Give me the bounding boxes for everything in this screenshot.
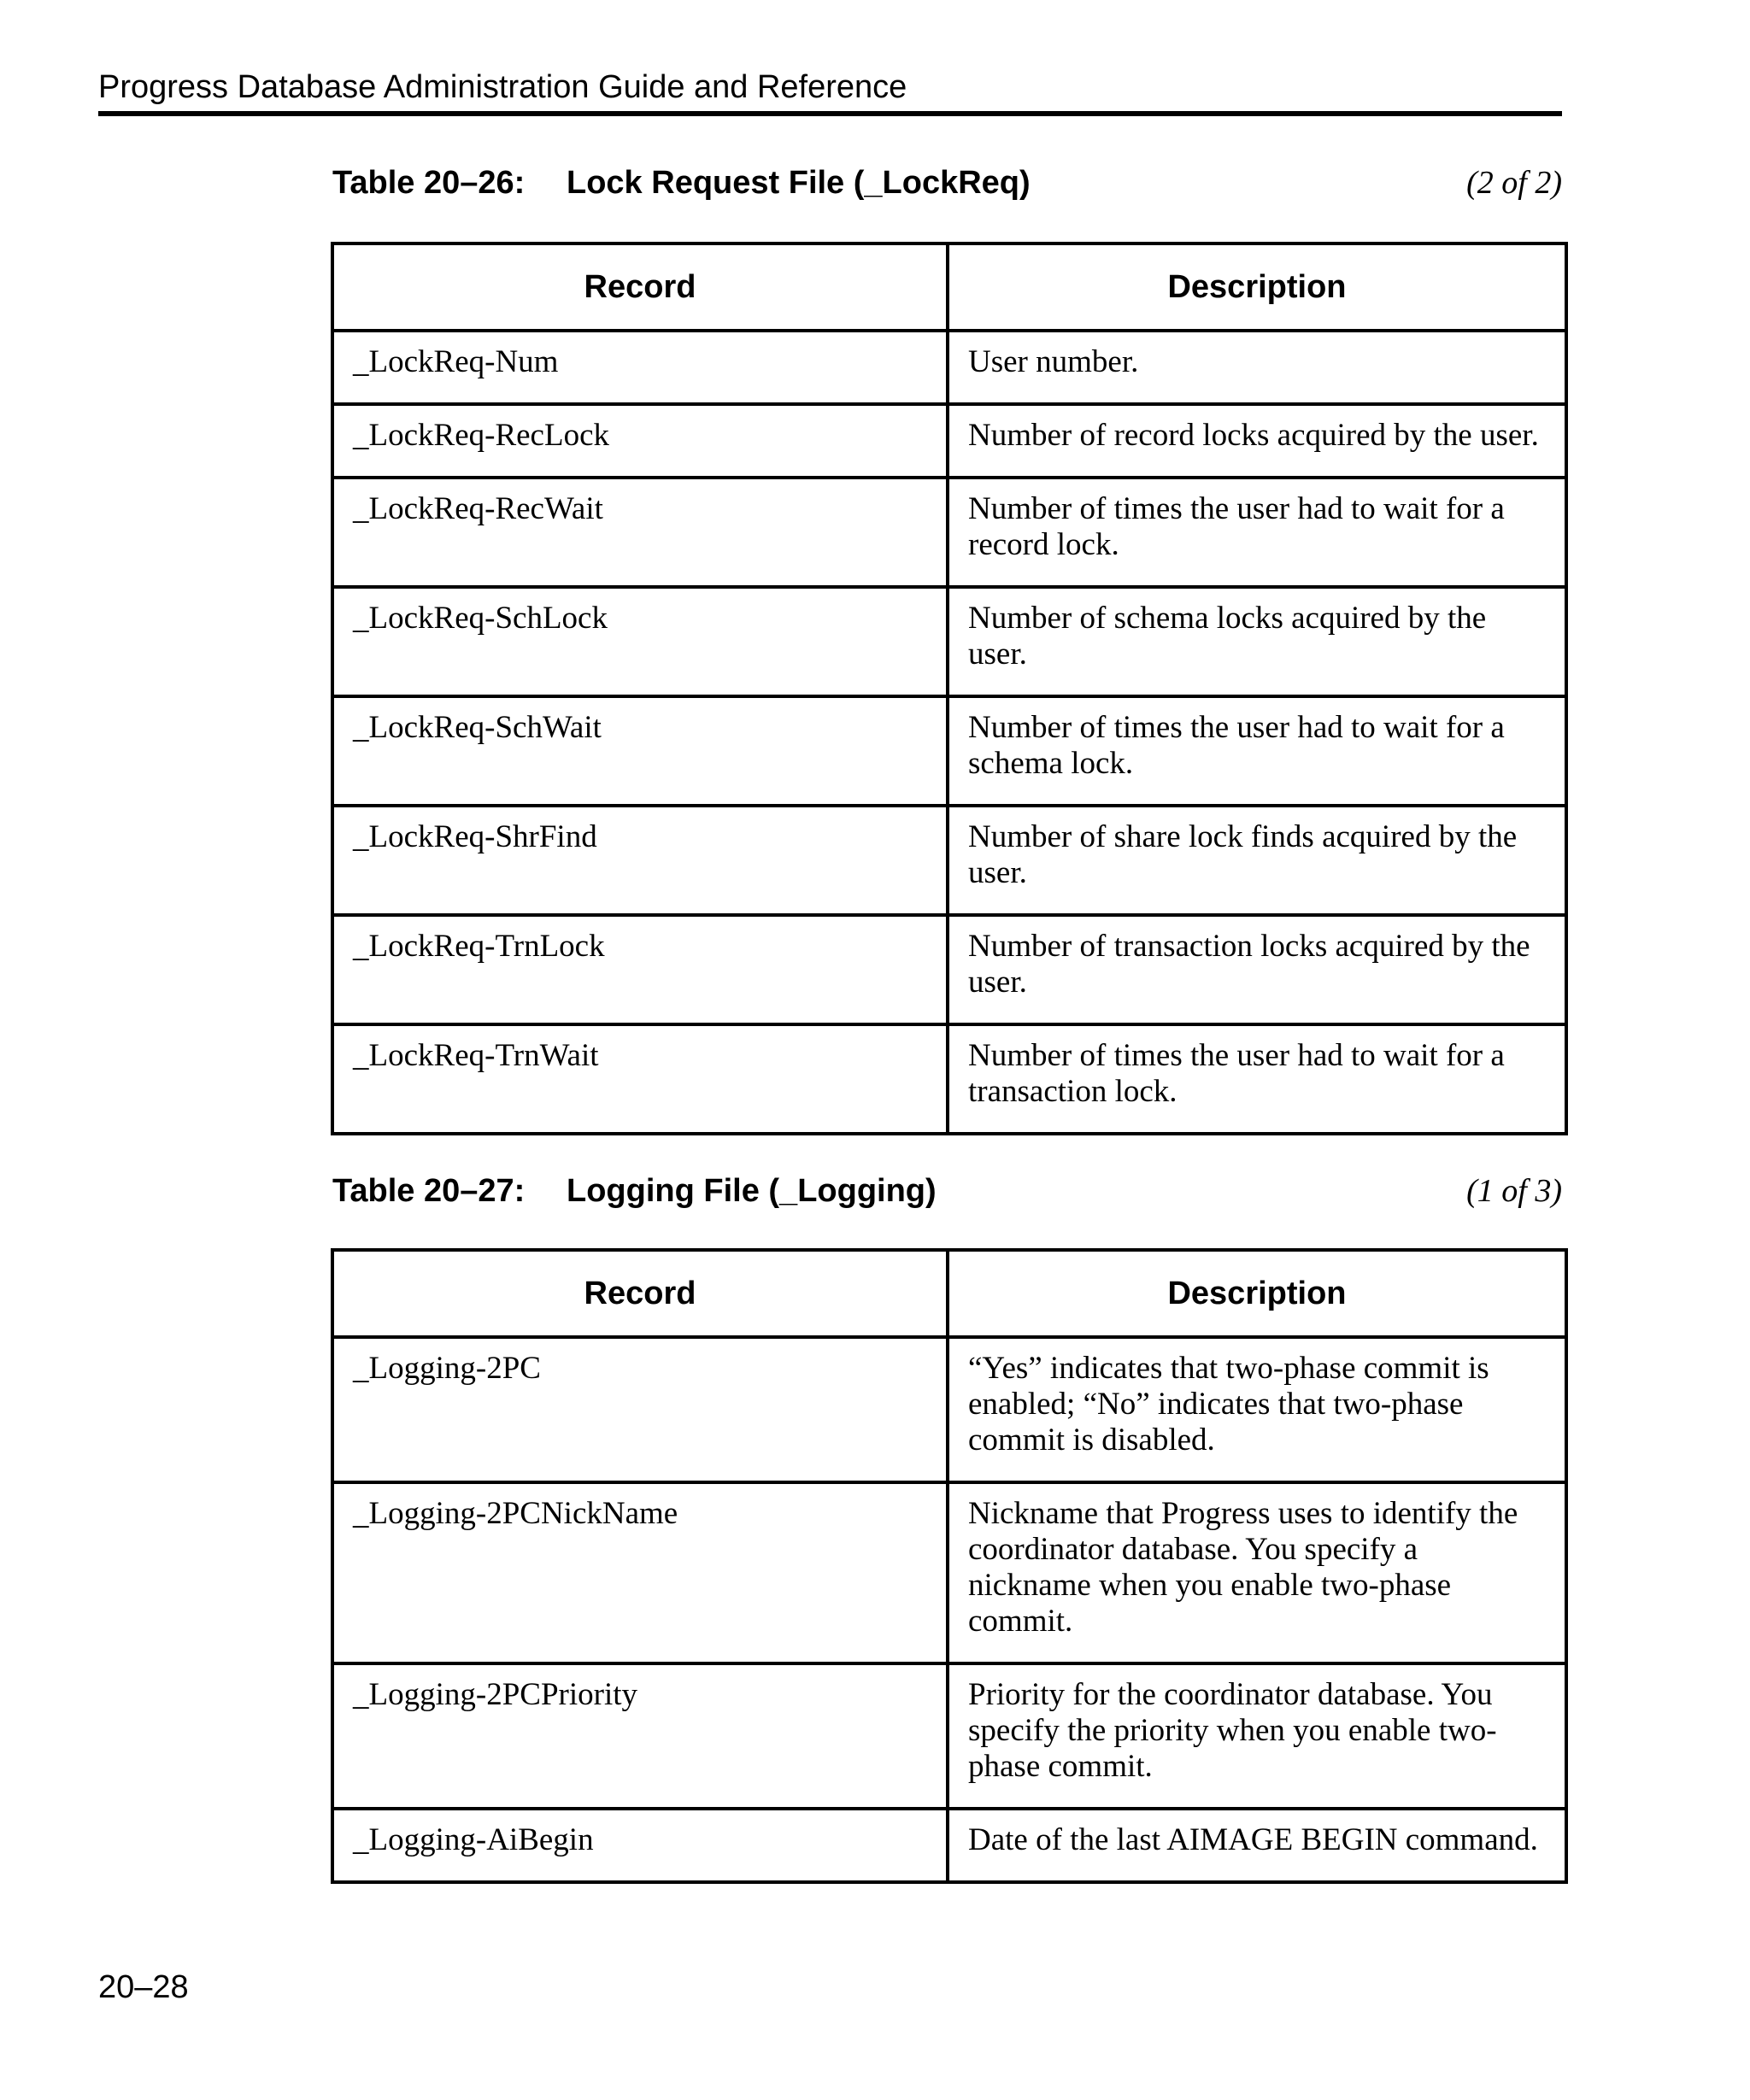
column-header-description: Description (948, 1250, 1566, 1337)
table-caption-lockreq (332, 161, 1562, 205)
table-row (332, 404, 1566, 478)
record-cell: _Logging-2PCPriority (332, 1663, 948, 1809)
record-cell: _LockReq-SchLock (332, 587, 948, 696)
running-header: Progress Database Administration Guide and Reference (98, 69, 907, 105)
table-number: Table 20–27: (332, 1173, 526, 1209)
record-cell: _LockReq-ShrFind (332, 806, 948, 915)
table-row (332, 806, 1566, 915)
table-header-row (332, 1250, 1566, 1337)
table-number: Table 20–26: (332, 165, 526, 201)
table-caption-logging (332, 1169, 1562, 1213)
record-cell: _LockReq-Num (332, 331, 948, 404)
table-row (332, 1809, 1566, 1882)
lockreq-table (331, 242, 1568, 1135)
description-cell: Number of times the user had to wait for a schema lock. (948, 696, 1566, 806)
description-cell: Number of share lock finds acquired by the user. (948, 806, 1566, 915)
record-cell: _LockReq-SchWait (332, 696, 948, 806)
description-cell: User number. (948, 331, 1566, 404)
table-row (332, 478, 1566, 587)
table-row (332, 1482, 1566, 1663)
record-cell: _Logging-AiBegin (332, 1809, 948, 1882)
table-title: Logging File (_Logging) (567, 1173, 937, 1209)
record-cell: _Logging-2PC (332, 1337, 948, 1482)
table-row (332, 1337, 1566, 1482)
description-cell: Number of record locks acquired by the user. (948, 404, 1566, 478)
column-header-description: Description (948, 243, 1566, 331)
description-cell: Nickname that Progress uses to identify the coordinator database. You specify a nickname when you enable two-phase commit. (948, 1482, 1566, 1663)
description-cell: Number of times the user had to wait for a transaction lock. (948, 1024, 1566, 1134)
table-row (332, 587, 1566, 696)
table-title: Lock Request File (_LockReq) (567, 165, 1031, 201)
description-cell: Number of schema locks acquired by the user. (948, 587, 1566, 696)
description-cell: Priority for the coordinator database. You specify the priority when you enable two-phase commit. (948, 1663, 1566, 1809)
table-row (332, 331, 1566, 404)
table-row (332, 1024, 1566, 1134)
description-cell: Number of transaction locks acquired by the user. (948, 915, 1566, 1024)
record-cell: _LockReq-TrnLock (332, 915, 948, 1024)
table-part-indicator: (1 of 3) (1466, 1173, 1562, 1209)
page-number: 20–28 (98, 1969, 189, 2005)
record-cell: _LockReq-RecLock (332, 404, 948, 478)
table-part-indicator: (2 of 2) (1466, 165, 1562, 201)
record-cell: _Logging-2PCNickName (332, 1482, 948, 1663)
table-row (332, 1663, 1566, 1809)
description-cell: Date of the last AIMAGE BEGIN command. (948, 1809, 1566, 1882)
table-header-row (332, 243, 1566, 331)
record-cell: _LockReq-RecWait (332, 478, 948, 587)
description-cell: “Yes” indicates that two-phase commit is enabled; “No” indicates that two-phase commit is disabled. (948, 1337, 1566, 1482)
description-cell: Number of times the user had to wait for a record lock. (948, 478, 1566, 587)
column-header-record: Record (332, 243, 948, 331)
column-header-record: Record (332, 1250, 948, 1337)
table-row (332, 915, 1566, 1024)
table-row (332, 696, 1566, 806)
record-cell: _LockReq-TrnWait (332, 1024, 948, 1134)
header-rule (98, 111, 1562, 116)
logging-table (331, 1248, 1568, 1884)
